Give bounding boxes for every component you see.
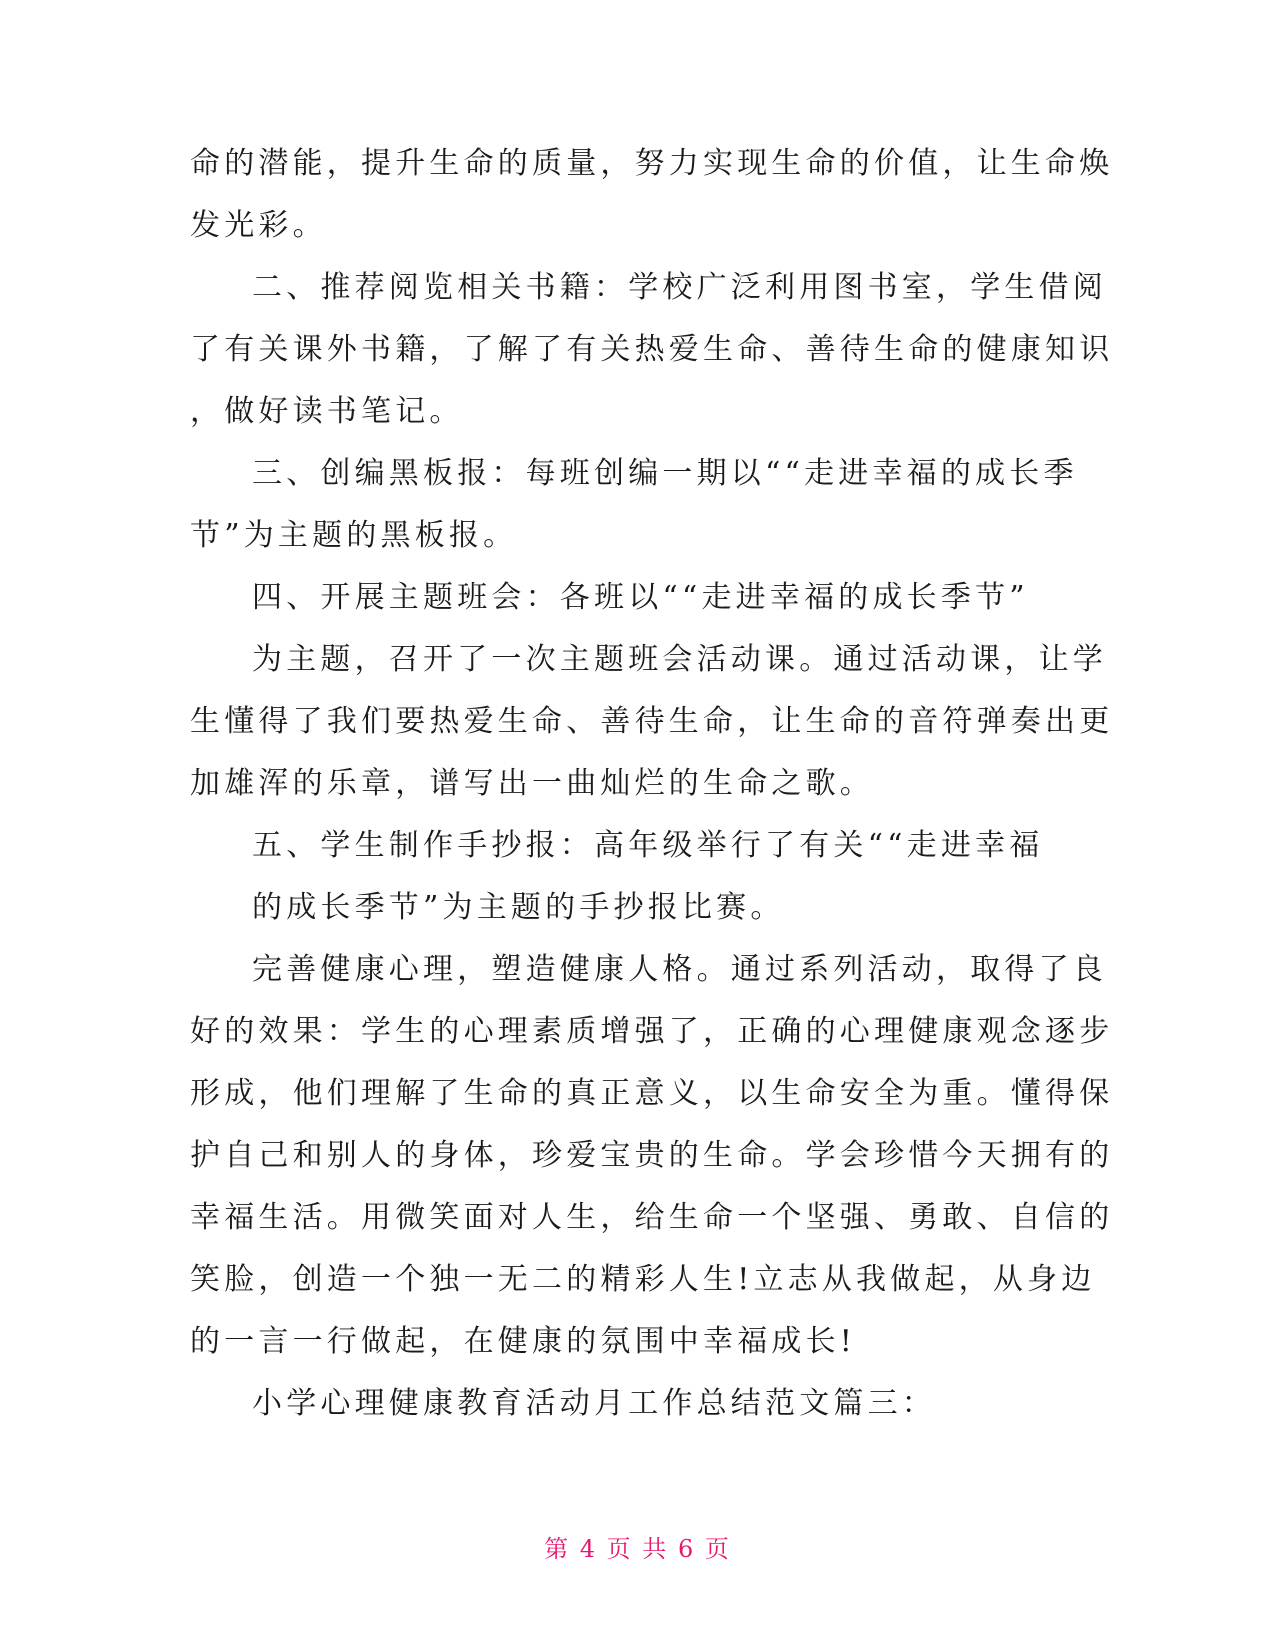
body-line: 形成，他们理解了生命的真正意义，以生命安全为重。懂得保 (190, 1076, 1114, 1111)
body-line: 好的效果：学生的心理素质增强了，正确的心理健康观念逐步 (190, 1014, 1114, 1049)
body-line: 为主题，召开了一次主题班会活动课。通过活动课，让学 (252, 642, 1107, 677)
section-heading-blackboard: 三、创编黑板报：每班创编一期以““走进幸福的成长季 (252, 456, 1078, 491)
body-line: 笑脸，创造一个独一无二的精彩人生!立志从我做起，从身边 (190, 1262, 1096, 1297)
body-line: 的一言一行做起，在健康的氛围中幸福成长! (190, 1324, 857, 1359)
body-line: 节”为主题的黑板报。 (190, 518, 518, 553)
section-heading-books: 二、推荐阅览相关书籍：学校广泛利用图书室，学生借阅 (252, 270, 1107, 305)
body-line: 完善健康心理，塑造健康人格。通过系列活动，取得了良 (252, 952, 1107, 987)
body-line: 发光彩。 (190, 208, 327, 243)
body-line: ，做好读书笔记。 (190, 394, 464, 429)
body-line: 加雄浑的乐章，谱写出一曲灿烂的生命之歌。 (190, 766, 874, 801)
body-line: 的成长季节”为主题的手抄报比赛。 (252, 890, 785, 925)
section-heading-class-meeting: 四、开展主题班会：各班以““走进幸福的成长季节” (252, 580, 1029, 615)
article-title-part-three: 小学心理健康教育活动月工作总结范文篇三： (252, 1386, 936, 1421)
section-heading-handwritten-paper: 五、学生制作手抄报：高年级举行了有关““走进幸福 (252, 828, 1044, 863)
body-line: 了有关课外书籍，了解了有关热爱生命、善待生命的健康知识 (190, 332, 1114, 367)
body-line: 生懂得了我们要热爱生命、善待生命，让生命的音符弹奏出更 (190, 704, 1114, 739)
body-line: 命的潜能，提升生命的质量，努力实现生命的价值，让生命焕 (190, 146, 1114, 181)
body-line: 护自己和别人的身体，珍爱宝贵的生命。学会珍惜今天拥有的 (190, 1138, 1114, 1173)
body-line: 幸福生活。用微笑面对人生，给生命一个坚强、勇敢、自信的 (190, 1200, 1114, 1235)
page-number-footer: 第 4 页 共 6 页 (544, 1535, 731, 1563)
